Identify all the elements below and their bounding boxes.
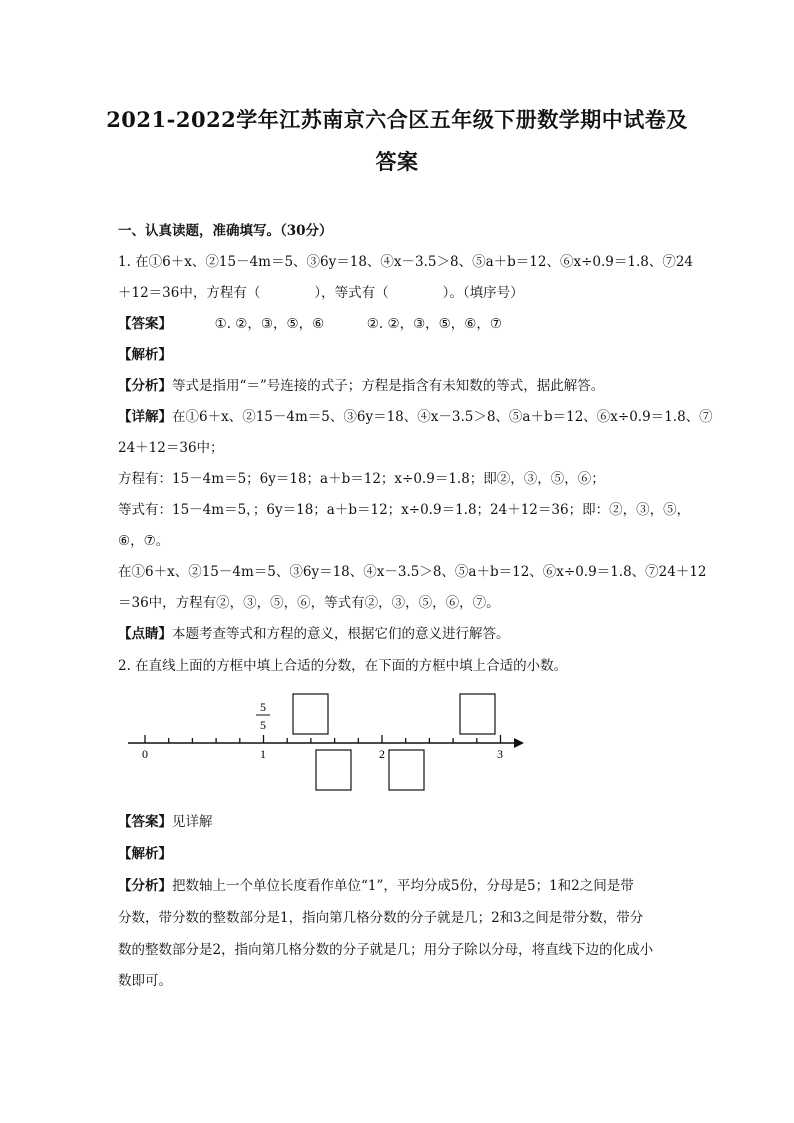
q2-fenxi-4: 数即可。 [118, 973, 172, 989]
section-heading: 一、认真读题，准确填写。（30分） [118, 223, 333, 239]
fenxi-tag-2: 【分析】 [118, 878, 172, 894]
q1-xiangjie-a [118, 405, 713, 425]
answer-tag-2: 【答案】 [118, 814, 172, 830]
number-line-figure [124, 688, 544, 798]
dianjing-tag: 【点睛】 [118, 626, 172, 642]
q1-answer-1: ①. ②，③，⑤，⑥ [214, 316, 325, 332]
answer-tag: 【答案】 [118, 316, 172, 332]
number-line-arrow [514, 738, 524, 748]
label-2: 2 [379, 747, 385, 761]
fraction-numerator: 5 [260, 700, 266, 714]
q2-fenxi-1 [118, 874, 634, 894]
q2-answer-row [118, 810, 213, 830]
q1-answer-2: ②. ②，③，⑤，⑥，⑦ [366, 316, 502, 332]
q1-summary-a: 在①6＋x、②15－4m＝5、③6y＝18、④x－3.5＞8、⑤a＋b＝12、⑥x÷0.9＝1.8、⑦24＋12 [118, 564, 707, 580]
answer-box-top-1[interactable] [293, 694, 328, 734]
answer-box-bottom-2[interactable] [389, 750, 424, 790]
q2-text: 2. 在直线上面的方框中填上合适的分数，在下面的方框中填上合适的小数。 [118, 658, 568, 674]
answer-box-bottom-1[interactable] [316, 750, 351, 790]
page-title-line-1: 2021-2022学年江苏南京六合区五年级下册数学期中试卷及 [106, 107, 688, 132]
q1-fenxi [118, 374, 604, 394]
q1-fangcheng: 方程有：15－4m＝5；6y＝18；a＋b＝12；x÷0.9＝1.8；即②，③，⑤，⑥； [118, 471, 605, 487]
fenxi-tag: 【分析】 [118, 378, 172, 394]
fraction-denominator: 5 [260, 718, 266, 732]
q1-answer-row [118, 312, 502, 332]
q1-jiexi-tag: 【解析】 [118, 347, 172, 363]
dianjing-text: 本题考查等式和方程的意义，根据它们的意义进行解答。 [172, 626, 510, 642]
xiangjie-tag: 【详解】 [118, 409, 172, 425]
label-1: 1 [260, 747, 266, 761]
q2-fenxi-3: 数的整数部分是2，指向第几格分数的分子就是几；用分子除以分母，将直线下边的化成小 [118, 942, 654, 958]
answer-box-top-2[interactable] [460, 694, 495, 734]
q1-dengshi-a: 等式有：15－4m＝5，；6y＝18；a＋b＝12；x÷0.9＝1.8；24＋12＝36；即：②，③，⑤， [118, 502, 691, 518]
xiangjie-text-a: 在①6＋x、②15－4m＝5、③6y＝18、④x－3.5＞8、⑤a＋b＝12、⑥x÷0.9＝1.8、⑦ [172, 409, 713, 425]
q1-text-b: ＋12＝36中，方程有（ ），等式有（ ）。（填序号） [118, 285, 524, 301]
fenxi-text: 等式是指用“＝”号连接的式子；方程是指含有未知数的等式，据此解答。 [172, 378, 605, 394]
q1-summary-b: ＝36中，方程有②，③，⑤，⑥，等式有②，③，⑤，⑥，⑦。 [118, 595, 500, 611]
q1-text-a: 1. 在①6＋x、②15－4m＝5、③6y＝18、④x－3.5＞8、⑤a＋b＝12、⑥x÷0.9＝1.8、⑦24 [118, 254, 694, 270]
q2-answer: 见详解 [172, 814, 213, 830]
number-line-ticks [145, 735, 501, 743]
page-title-line-2: 答案 [375, 149, 419, 174]
q1-xiangjie-b: 24＋12＝36中； [118, 440, 224, 456]
fenxi-text-2a: 把数轴上一个单位长度看作单位“1”，平均分成5份，分母是5；1和2之间是带 [172, 878, 634, 894]
q2-jiexi-tag: 【解析】 [118, 846, 172, 862]
label-0: 0 [142, 747, 148, 761]
q2-fenxi-2: 分数，带分数的整数部分是1，指向第几格分数的分子就是几；2和3之间是带分数，带分 [118, 910, 644, 926]
q1-dianjing [118, 622, 510, 642]
label-3: 3 [497, 747, 503, 761]
q1-dengshi-b: ⑥，⑦。 [118, 533, 170, 549]
